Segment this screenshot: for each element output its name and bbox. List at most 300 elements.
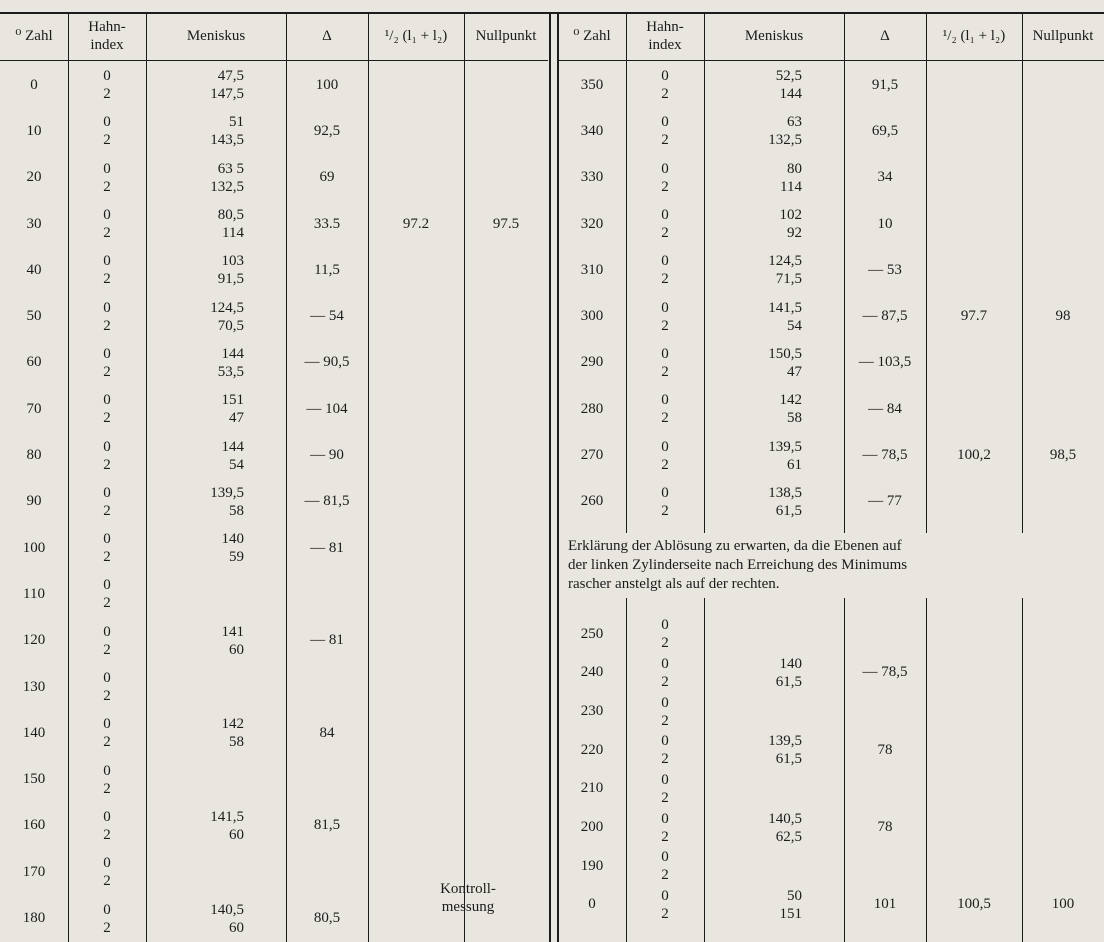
cell-meniskus-wrap	[146, 849, 286, 895]
cell-hahnindex-line-0: 0	[103, 808, 111, 825]
cell-meniskus-line-1: 62,5	[775, 828, 802, 845]
cell-meniskus-line-0: 139,5	[768, 438, 802, 455]
cell-hahnindex	[661, 848, 669, 884]
cell-hahnindex-wrap	[626, 201, 704, 247]
cell-meniskus-line-1: 53,5	[217, 363, 244, 380]
cell-hahnindex	[661, 113, 669, 149]
cell-hahnindex-line-1: 2	[661, 828, 669, 845]
cell-nullpunkt: 98,5	[1049, 447, 1077, 464]
cell-hahnindex-line-0: 0	[661, 68, 669, 85]
cell-hahnindex	[661, 299, 669, 335]
cell-half-sum	[926, 340, 1022, 386]
cell-nullpunkt: 97.5	[492, 215, 520, 232]
cell-hahnindex-line-0: 0	[661, 733, 669, 750]
cell-hahnindex-line-0: 0	[103, 577, 111, 594]
cell-hahnindex-line-1: 2	[661, 867, 669, 884]
cell-half-sum: 100,5	[957, 896, 991, 913]
cell-meniskus	[188, 299, 244, 335]
cell-zahl: 200	[580, 819, 604, 836]
cell-hahnindex	[103, 484, 111, 520]
cell-zahl: 320	[580, 215, 604, 232]
cell-meniskus-wrap	[704, 108, 844, 154]
cell-meniskus	[746, 655, 802, 691]
cell-meniskus-line-1: 70,5	[217, 317, 244, 334]
cell-meniskus-line-0: 140,5	[768, 810, 802, 827]
cell-hahnindex-line-1: 2	[103, 271, 111, 288]
cell-meniskus	[188, 67, 244, 103]
cell-meniskus-line-1: 114	[222, 225, 244, 242]
cell-hahnindex-wrap	[626, 692, 704, 731]
cell-meniskus-wrap	[146, 895, 286, 941]
column-rule	[1022, 12, 1023, 942]
cell-hahnindex-line-1: 2	[103, 363, 111, 380]
cell-meniskus-wrap	[704, 294, 844, 340]
cell-meniskus-line-0: 50	[787, 887, 802, 904]
cell-half-sum	[368, 664, 464, 710]
cell-hahnindex-wrap	[626, 432, 704, 478]
cell-half-sum	[926, 770, 1022, 809]
cell-delta: — 90,5	[304, 354, 350, 371]
cell-meniskus-line-0: 140	[779, 655, 802, 672]
cell-meniskus-wrap	[146, 664, 286, 710]
cell-hahnindex-line-1: 2	[661, 363, 669, 380]
column-rule	[286, 12, 287, 942]
table-row	[0, 432, 548, 478]
explanation-text	[560, 533, 1104, 598]
cell-hahnindex-line-0: 0	[103, 855, 111, 872]
cell-meniskus-wrap	[146, 618, 286, 664]
cell-zahl: 260	[580, 493, 604, 510]
cell-meniskus-line-0: 141	[221, 623, 244, 640]
cell-hahnindex-wrap	[626, 847, 704, 886]
header-hahnindex: Hahn- index	[646, 19, 684, 53]
cell-meniskus-wrap	[704, 62, 844, 108]
cell-meniskus	[746, 160, 802, 196]
cell-hahnindex-line-1: 2	[103, 225, 111, 242]
cell-meniskus-line-0: 47,5	[217, 68, 244, 85]
cell-nullpunkt	[1022, 386, 1104, 432]
cell-hahnindex-line-0: 0	[661, 207, 669, 224]
cell-hahnindex-line-1: 2	[103, 780, 111, 797]
cell-nullpunkt	[1022, 479, 1104, 525]
cell-meniskus-wrap	[146, 757, 286, 803]
cell-meniskus	[188, 438, 244, 474]
cell-meniskus-line-0: 144	[221, 345, 244, 362]
cell-hahnindex-line-1: 2	[103, 178, 111, 195]
cell-meniskus-wrap	[704, 731, 844, 770]
cell-half-sum	[368, 155, 464, 201]
cell-meniskus-wrap	[704, 654, 844, 693]
cell-half-sum	[368, 525, 464, 571]
cell-hahnindex-wrap	[626, 731, 704, 770]
cell-hahnindex	[103, 113, 111, 149]
cell-hahnindex-line-1: 2	[661, 317, 669, 334]
cell-half-sum	[926, 108, 1022, 154]
cell-meniskus	[746, 391, 802, 427]
cell-half-sum: 97.7	[960, 308, 988, 325]
cell-hahnindex-line-0: 0	[103, 392, 111, 409]
header-meniskus: Meniskus	[744, 28, 804, 44]
cell-meniskus-wrap	[704, 770, 844, 809]
cell-half-sum: 100,2	[957, 447, 991, 464]
cell-meniskus	[188, 484, 244, 520]
cell-meniskus-line-0: 150,5	[768, 345, 802, 362]
cell-delta: 33.5	[313, 215, 341, 232]
cell-half-sum	[926, 201, 1022, 247]
cell-delta: 69,5	[871, 122, 899, 139]
header-zahl: ⁰ Zahl	[15, 28, 53, 44]
cell-meniskus-line-0: 124,5	[210, 299, 244, 316]
cell-nullpunkt	[464, 664, 548, 710]
cell-hahnindex-line-1: 2	[661, 905, 669, 922]
cell-delta	[286, 571, 368, 617]
cell-nullpunkt	[464, 479, 548, 525]
cell-nullpunkt	[464, 710, 548, 756]
cell-hahnindex	[103, 252, 111, 288]
cell-hahnindex-line-0: 0	[661, 484, 669, 501]
cell-hahnindex-line-0: 0	[103, 114, 111, 131]
header-meniskus: Meniskus	[186, 28, 246, 44]
cell-half-sum	[926, 155, 1022, 201]
cell-hahnindex-line-0: 0	[103, 207, 111, 224]
cell-delta	[844, 847, 926, 886]
cell-meniskus-wrap	[704, 201, 844, 247]
cell-hahnindex	[103, 808, 111, 844]
cell-zahl: 80	[26, 447, 42, 464]
table-row	[0, 108, 548, 154]
cell-hahnindex	[661, 887, 669, 923]
cell-meniskus	[746, 732, 802, 768]
cell-zahl: 170	[22, 863, 46, 880]
cell-delta: — 53	[868, 261, 902, 278]
cell-hahnindex	[661, 484, 669, 520]
header-half-sum: ¹/₂ (l₁ + l₂)	[942, 28, 1006, 44]
cell-half-sum	[926, 808, 1022, 847]
cell-hahnindex	[661, 206, 669, 242]
cell-hahnindex-line-1: 2	[661, 271, 669, 288]
cell-zahl: 270	[580, 447, 604, 464]
cell-meniskus-wrap	[146, 62, 286, 108]
cell-nullpunkt	[464, 618, 548, 664]
cell-hahnindex-line-0: 0	[103, 299, 111, 316]
cell-nullpunkt	[464, 108, 548, 154]
cell-hahnindex-wrap	[68, 618, 146, 664]
cell-hahnindex-line-1: 2	[661, 225, 669, 242]
cell-zahl: 240	[580, 664, 604, 681]
cell-hahnindex-line-1: 2	[103, 873, 111, 890]
explanation-line: rascher anstelgt als auf der rechten.	[568, 576, 780, 592]
cell-meniskus	[188, 808, 244, 844]
cell-delta: 11,5	[314, 261, 340, 278]
cell-hahnindex-line-0: 0	[661, 345, 669, 362]
cell-meniskus	[746, 438, 802, 474]
cell-nullpunkt	[1022, 692, 1104, 731]
cell-hahnindex-line-0: 0	[103, 345, 111, 362]
cell-meniskus-wrap	[146, 432, 286, 478]
cell-meniskus-line-0: 151	[221, 392, 244, 409]
header-nullpunkt: Nullpunkt	[1032, 28, 1094, 44]
cell-meniskus-line-0: 140	[221, 531, 244, 548]
cell-hahnindex	[661, 616, 669, 652]
table-row	[0, 664, 548, 710]
cell-nullpunkt	[464, 340, 548, 386]
cell-hahnindex	[103, 299, 111, 335]
cell-delta	[844, 692, 926, 731]
cell-hahnindex-line-0: 0	[661, 617, 669, 634]
column-rule	[704, 12, 705, 942]
cell-hahnindex-line-1: 2	[661, 132, 669, 149]
cell-delta	[844, 770, 926, 809]
cell-meniskus	[188, 113, 244, 149]
cell-meniskus-wrap	[704, 432, 844, 478]
cell-hahnindex-line-1: 2	[103, 826, 111, 843]
cell-nullpunkt	[464, 803, 548, 849]
cell-meniskus-wrap	[704, 340, 844, 386]
cell-meniskus	[746, 252, 802, 288]
cell-delta	[286, 757, 368, 803]
cell-half-sum	[926, 247, 1022, 293]
cell-meniskus	[188, 901, 244, 937]
cell-hahnindex-line-1: 2	[661, 456, 669, 473]
cell-delta: 78	[877, 741, 893, 758]
cell-meniskus-wrap	[146, 294, 286, 340]
cell-meniskus-line-0: 142	[221, 716, 244, 733]
cell-hahnindex-line-0: 0	[661, 114, 669, 131]
cell-meniskus	[746, 113, 802, 149]
cell-hahnindex	[661, 345, 669, 381]
cell-hahnindex-wrap	[626, 247, 704, 293]
cell-meniskus-line-1: 60	[229, 641, 244, 658]
cell-zahl: 120	[22, 632, 46, 649]
cell-zahl: 230	[580, 703, 604, 720]
cell-hahnindex	[661, 771, 669, 807]
cell-meniskus-wrap	[146, 803, 286, 849]
cell-hahnindex	[103, 623, 111, 659]
cell-zahl: 180	[22, 910, 46, 927]
cell-delta: 81,5	[313, 817, 341, 834]
cell-nullpunkt	[464, 757, 548, 803]
cell-delta: — 78,5	[862, 664, 908, 681]
cell-zahl: 130	[22, 678, 46, 695]
cell-half-sum	[368, 479, 464, 525]
cell-nullpunkt	[464, 571, 548, 617]
cell-hahnindex-line-0: 0	[103, 160, 111, 177]
cell-hahnindex-wrap	[68, 803, 146, 849]
cell-hahnindex	[661, 732, 669, 768]
cell-delta: — 81	[310, 632, 344, 649]
cell-hahnindex-line-1: 2	[661, 502, 669, 519]
cell-hahnindex-wrap	[68, 108, 146, 154]
cell-hahnindex-line-0: 0	[661, 253, 669, 270]
cell-half-sum	[926, 615, 1022, 654]
cell-hahnindex-wrap	[626, 386, 704, 432]
header-zahl: ⁰ Zahl	[573, 28, 611, 44]
cell-delta: — 81	[310, 539, 344, 556]
cell-nullpunkt	[1022, 731, 1104, 770]
cell-meniskus-line-0: 139,5	[768, 733, 802, 750]
cell-half-sum: 97.2	[402, 215, 430, 232]
cell-hahnindex-wrap	[68, 479, 146, 525]
cell-zahl: 330	[580, 169, 604, 186]
explanation-line: Erklärung der Ablösung zu erwarten, da die Ebenen auf	[568, 538, 902, 554]
cell-delta: 78	[877, 819, 893, 836]
cell-hahnindex-line-1: 2	[103, 734, 111, 751]
cell-meniskus-line-0: 141,5	[210, 808, 244, 825]
table-row	[0, 155, 548, 201]
cell-half-sum	[368, 618, 464, 664]
table-row	[0, 618, 548, 664]
cell-hahnindex-line-0: 0	[661, 810, 669, 827]
cell-hahnindex-line-0: 0	[103, 253, 111, 270]
cell-zahl: 110	[23, 585, 45, 602]
cell-hahnindex-line-1: 2	[103, 688, 111, 705]
cell-zahl: 30	[26, 215, 42, 232]
cell-hahnindex-wrap	[626, 340, 704, 386]
cell-meniskus-line-0: 144	[221, 438, 244, 455]
cell-hahnindex-wrap	[626, 62, 704, 108]
cell-hahnindex-wrap	[626, 654, 704, 693]
cell-hahnindex-line-1: 2	[103, 410, 111, 427]
cell-hahnindex-line-0: 0	[661, 655, 669, 672]
cell-zahl: 280	[580, 400, 604, 417]
cell-hahnindex-line-1: 2	[661, 751, 669, 768]
cell-nullpunkt	[1022, 770, 1104, 809]
cell-hahnindex-line-1: 2	[103, 502, 111, 519]
cell-half-sum	[368, 757, 464, 803]
cell-meniskus-wrap	[704, 692, 844, 731]
cell-hahnindex	[103, 391, 111, 427]
cell-hahnindex-line-1: 2	[661, 712, 669, 729]
cell-hahnindex	[103, 901, 111, 937]
cell-zahl: 140	[22, 724, 46, 741]
cell-meniskus	[746, 67, 802, 103]
column-rule	[626, 12, 627, 942]
cell-delta: 92,5	[313, 122, 341, 139]
cell-hahnindex-wrap	[626, 155, 704, 201]
cell-meniskus-line-1: 114	[780, 178, 802, 195]
cell-zahl: 310	[580, 261, 604, 278]
cell-hahnindex-line-0: 0	[103, 762, 111, 779]
cell-delta: — 104	[306, 400, 348, 417]
cell-meniskus-line-1: 58	[229, 734, 244, 751]
cell-half-sum	[926, 731, 1022, 770]
cell-hahnindex-line-0: 0	[661, 771, 669, 788]
cell-hahnindex-line-0: 0	[103, 623, 111, 640]
cell-meniskus-line-1: 147,5	[210, 86, 244, 103]
cell-nullpunkt	[464, 525, 548, 571]
table-row	[0, 479, 548, 525]
cell-meniskus-wrap	[146, 386, 286, 432]
table-row	[0, 294, 548, 340]
cell-nullpunkt	[1022, 847, 1104, 886]
cell-meniskus	[188, 391, 244, 427]
table-row	[0, 62, 548, 108]
cell-zahl: 250	[580, 625, 604, 642]
cell-meniskus-line-1: 61,5	[775, 751, 802, 768]
cell-delta: — 78,5	[862, 447, 908, 464]
cell-nullpunkt	[464, 294, 548, 340]
cell-hahnindex	[661, 694, 669, 730]
cell-meniskus-wrap	[704, 479, 844, 525]
cell-meniskus-wrap	[704, 808, 844, 847]
cell-hahnindex-wrap	[626, 615, 704, 654]
cell-meniskus-line-1: 151	[779, 905, 802, 922]
cell-meniskus-wrap	[146, 340, 286, 386]
cell-meniskus-line-1: 59	[229, 549, 244, 566]
cell-hahnindex	[103, 854, 111, 890]
cell-hahnindex-line-1: 2	[661, 789, 669, 806]
cell-meniskus-line-1: 132,5	[768, 132, 802, 149]
cell-hahnindex	[661, 391, 669, 427]
table-row	[0, 710, 548, 756]
cell-meniskus-wrap	[146, 571, 286, 617]
cell-hahnindex-line-1: 2	[103, 317, 111, 334]
cell-zahl: 220	[580, 741, 604, 758]
cell-hahnindex-line-1: 2	[661, 178, 669, 195]
cell-meniskus-line-0: 63 5	[217, 160, 244, 177]
cell-hahnindex-line-0: 0	[661, 299, 669, 316]
cell-hahnindex-line-1: 2	[103, 595, 111, 612]
cell-hahnindex-wrap	[68, 340, 146, 386]
cell-meniskus	[746, 206, 802, 242]
kontroll-note: Kontroll- messung	[440, 881, 496, 915]
cell-meniskus-line-1: 60	[229, 919, 244, 936]
cell-meniskus	[188, 160, 244, 196]
cell-meniskus-wrap	[704, 847, 844, 886]
cell-half-sum	[926, 847, 1022, 886]
cell-delta: 91,5	[871, 76, 899, 93]
cell-hahnindex-line-1: 2	[103, 919, 111, 936]
cell-meniskus-wrap	[146, 247, 286, 293]
cell-meniskus-line-0: 103	[221, 253, 244, 270]
cell-meniskus-line-1: 61,5	[775, 673, 802, 690]
cell-hahnindex-line-0: 0	[103, 531, 111, 548]
cell-hahnindex	[661, 160, 669, 196]
table-row	[0, 803, 548, 849]
cell-hahnindex-wrap	[626, 770, 704, 809]
cell-half-sum	[368, 247, 464, 293]
cell-hahnindex-wrap	[626, 808, 704, 847]
measurement-table-left	[0, 12, 548, 942]
cell-meniskus-line-0: 138,5	[768, 484, 802, 501]
cell-zahl: 90	[26, 493, 42, 510]
cell-meniskus-line-1: 91,5	[217, 271, 244, 288]
cell-zahl: 10	[26, 122, 42, 139]
cell-half-sum	[926, 654, 1022, 693]
cell-hahnindex-line-0: 0	[103, 901, 111, 918]
cell-nullpunkt	[1022, 654, 1104, 693]
cell-hahnindex-line-0: 0	[661, 392, 669, 409]
cell-hahnindex	[103, 206, 111, 242]
cell-meniskus-line-1: 61,5	[775, 502, 802, 519]
cell-meniskus-line-0: 141,5	[768, 299, 802, 316]
cell-hahnindex	[103, 160, 111, 196]
cell-meniskus-line-1: 47	[229, 410, 244, 427]
cell-hahnindex-line-0: 0	[103, 68, 111, 85]
cell-hahnindex-wrap	[626, 479, 704, 525]
cell-nullpunkt	[464, 386, 548, 432]
cell-hahnindex	[103, 762, 111, 798]
cell-nullpunkt	[1022, 155, 1104, 201]
cell-nullpunkt	[1022, 62, 1104, 108]
cell-meniskus	[188, 345, 244, 381]
column-rule	[464, 12, 465, 942]
cell-meniskus-wrap	[146, 201, 286, 247]
cell-meniskus-line-1: 60	[229, 826, 244, 843]
cell-zahl: 20	[26, 169, 42, 186]
cell-delta: 10	[877, 215, 893, 232]
cell-zahl: 160	[22, 817, 46, 834]
